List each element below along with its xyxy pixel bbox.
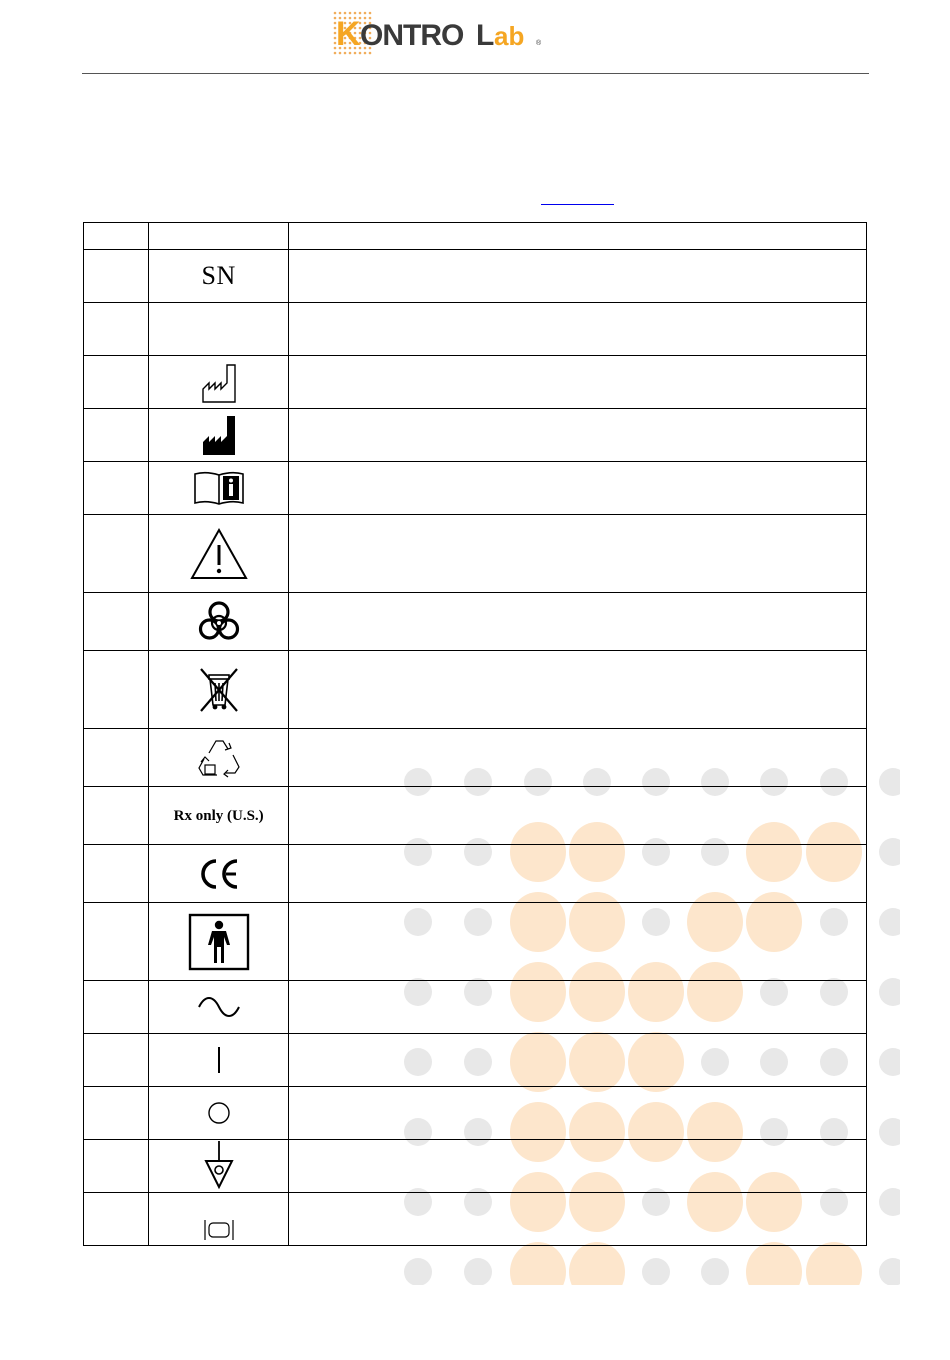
manufacturer-icon xyxy=(199,412,239,458)
table-row xyxy=(84,981,867,1034)
symbols-table xyxy=(83,222,867,1246)
description-cell xyxy=(289,1087,867,1140)
table-row xyxy=(84,787,867,845)
monitor-icon xyxy=(202,1219,236,1241)
description-cell xyxy=(289,409,867,462)
table-row xyxy=(84,1034,867,1087)
table-row xyxy=(84,356,867,409)
symbol-cell xyxy=(149,1140,289,1193)
alternating-current-icon xyxy=(196,995,242,1019)
table-row xyxy=(84,651,867,729)
power-on-icon xyxy=(214,1045,224,1075)
index-cell xyxy=(84,1140,149,1193)
description-cell xyxy=(289,303,867,356)
header-divider xyxy=(82,73,869,74)
index-cell xyxy=(84,729,149,787)
symbol-cell xyxy=(149,1034,289,1087)
symbol-cell xyxy=(149,651,289,729)
description-cell xyxy=(289,787,867,845)
table-row xyxy=(84,1140,867,1193)
table-row xyxy=(84,1087,867,1140)
table-row xyxy=(84,515,867,593)
recycle-icon xyxy=(195,735,243,781)
svg-text:ONTRO: ONTRO xyxy=(360,19,464,52)
table-row xyxy=(84,303,867,356)
index-cell xyxy=(84,303,149,356)
description-cell xyxy=(289,903,867,981)
symbol-cell xyxy=(149,981,289,1034)
table-header-row xyxy=(84,223,867,250)
table-row xyxy=(84,845,867,903)
symbol-cell xyxy=(149,845,289,903)
symbol-cell xyxy=(149,593,289,651)
symbol-cell xyxy=(149,356,289,409)
description-cell xyxy=(289,1034,867,1087)
description-cell xyxy=(289,729,867,787)
table-row xyxy=(84,462,867,515)
table-row xyxy=(84,729,867,787)
symbol-cell xyxy=(149,903,289,981)
description-cell xyxy=(289,356,867,409)
symbol-cell xyxy=(149,409,289,462)
symbol-cell xyxy=(149,515,289,593)
date-of-manufacture-icon xyxy=(199,359,239,405)
ce-mark-icon xyxy=(197,858,241,890)
index-cell xyxy=(84,593,149,651)
kontrolab-logo xyxy=(330,8,550,58)
svg-text:K: K xyxy=(336,15,361,53)
header-cell xyxy=(289,223,867,250)
index-cell xyxy=(84,462,149,515)
type-bf-icon xyxy=(188,913,250,971)
index-cell xyxy=(84,515,149,593)
svg-text:L: L xyxy=(476,19,495,52)
header-cell xyxy=(84,223,149,250)
header-cell xyxy=(149,223,289,250)
index-cell xyxy=(84,1193,149,1246)
svg-text:ab: ab xyxy=(494,21,525,51)
description-cell xyxy=(289,981,867,1034)
warning-triangle-icon xyxy=(189,527,249,581)
description-cell xyxy=(289,250,867,303)
serial-number-symbol: SN xyxy=(201,261,236,290)
rx-only-symbol: Rx only (U.S.) xyxy=(173,807,264,824)
index-cell xyxy=(84,903,149,981)
table-row xyxy=(84,409,867,462)
index-cell xyxy=(84,845,149,903)
index-cell xyxy=(84,981,149,1034)
symbol-cell xyxy=(149,250,289,303)
index-cell xyxy=(84,356,149,409)
weee-bin-icon xyxy=(197,665,241,715)
symbol-cell xyxy=(149,303,289,356)
consult-instructions-icon xyxy=(193,470,245,506)
table-row xyxy=(84,250,867,303)
biohazard-icon xyxy=(195,598,243,646)
svg-text:®: ® xyxy=(536,40,542,47)
table-row xyxy=(84,593,867,651)
reference-link[interactable] xyxy=(541,188,614,205)
description-cell xyxy=(289,1193,867,1246)
symbol-cell xyxy=(149,462,289,515)
table-row xyxy=(84,1193,867,1246)
index-cell xyxy=(84,409,149,462)
description-cell xyxy=(289,1140,867,1193)
symbol-cell xyxy=(149,1193,289,1246)
index-cell xyxy=(84,1087,149,1140)
description-cell xyxy=(289,515,867,593)
symbol-cell xyxy=(149,729,289,787)
index-cell xyxy=(84,651,149,729)
symbol-cell xyxy=(149,787,289,845)
description-cell xyxy=(289,651,867,729)
index-cell xyxy=(84,787,149,845)
table-row xyxy=(84,903,867,981)
power-off-icon xyxy=(206,1100,232,1126)
index-cell xyxy=(84,250,149,303)
index-cell xyxy=(84,1034,149,1087)
description-cell xyxy=(289,845,867,903)
equipotential-icon xyxy=(202,1141,236,1191)
description-cell xyxy=(289,593,867,651)
description-cell xyxy=(289,462,867,515)
symbol-cell xyxy=(149,1087,289,1140)
page-header xyxy=(0,0,950,80)
